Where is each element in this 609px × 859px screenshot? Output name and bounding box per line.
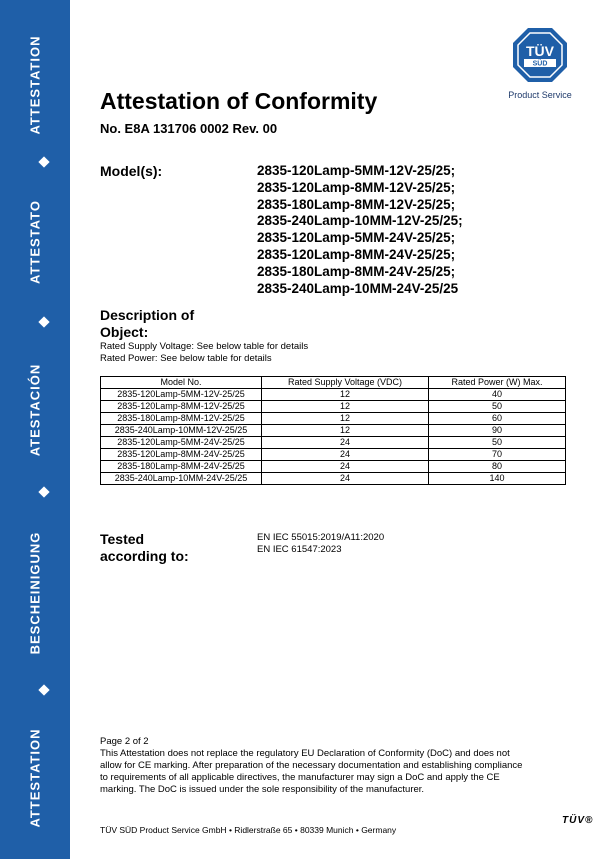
tested-label xyxy=(100,531,189,565)
logo-caption: Product Service xyxy=(508,90,572,100)
table-header: Rated Power (W) Max. xyxy=(429,377,566,389)
table-cell: 12 xyxy=(262,425,429,437)
sidebar-band xyxy=(0,0,70,859)
table-cell: 80 xyxy=(429,461,566,473)
model-item: 2835-120Lamp-8MM-24V-25/25; xyxy=(257,246,456,262)
standards-list xyxy=(257,532,384,555)
model-item: 2835-120Lamp-8MM-12V-25/25; xyxy=(257,179,456,195)
table-header-row xyxy=(101,377,566,389)
disclaimer-line: allow for CE marking. After preparation of the necessary documentation and establishing compliance xyxy=(100,760,523,771)
table-row xyxy=(101,473,566,485)
table-cell: 2835-120Lamp-5MM-12V-25/25 xyxy=(101,389,262,401)
model-item: 2835-180Lamp-8MM-12V-25/25; xyxy=(257,196,456,212)
models-label: Model(s): xyxy=(100,163,163,179)
table-cell: 2835-120Lamp-8MM-24V-25/25 xyxy=(101,449,262,461)
table-cell: 50 xyxy=(429,401,566,413)
table-cell: 24 xyxy=(262,437,429,449)
table-cell: 24 xyxy=(262,449,429,461)
table-cell: 70 xyxy=(429,449,566,461)
tested-label-line: Tested xyxy=(100,531,145,547)
table-cell: 12 xyxy=(262,389,429,401)
disclaimer-line: to requirements of all applicable directives, the manufacturer may sign a DoC and apply the CE xyxy=(100,772,500,783)
disclaimer-line: marking. The DoC is issued under the sole responsibility of the manufacturer. xyxy=(100,784,425,795)
table-cell: 2835-120Lamp-5MM-24V-25/25 xyxy=(101,437,262,449)
diamond-icon xyxy=(38,156,49,167)
description-line: Rated Power: See below table for details xyxy=(100,352,272,364)
description-label-line: Description of xyxy=(100,307,195,323)
table-cell: 12 xyxy=(262,413,429,425)
table-cell: 2835-240Lamp-10MM-12V-25/25 xyxy=(101,425,262,437)
table-row xyxy=(101,401,566,413)
svg-text:SÜD: SÜD xyxy=(532,60,548,68)
table-row xyxy=(101,461,566,473)
diamond-icon xyxy=(38,684,49,695)
table-cell: 2835-240Lamp-10MM-24V-25/25 xyxy=(101,473,262,485)
brand-mark: TÜV® xyxy=(562,815,594,826)
model-item: 2835-120Lamp-5MM-24V-25/25; xyxy=(257,230,456,246)
sidebar-word: BESCHEINIGUNG xyxy=(27,531,43,655)
table-cell: 50 xyxy=(429,437,566,449)
document-title: Attestation of Conformity xyxy=(100,88,378,114)
table-row xyxy=(101,389,566,401)
model-item: 2835-240Lamp-10MM-12V-25/25; xyxy=(257,213,463,229)
document-number: No. E8A 131706 0002 Rev. 00 xyxy=(100,121,278,136)
diamond-icon xyxy=(38,316,49,327)
table-cell: 2835-180Lamp-8MM-12V-25/25 xyxy=(101,413,262,425)
table-row xyxy=(101,425,566,437)
table-cell: 90 xyxy=(429,425,566,437)
diamond-icon xyxy=(38,486,49,497)
disclaimer-line: This Attestation does not replace the regulatory EU Declaration of Conformity (DoC) and does not xyxy=(100,748,510,759)
tuv-logo-icon xyxy=(512,27,568,83)
table-cell: 60 xyxy=(429,413,566,425)
table-cell: 24 xyxy=(262,461,429,473)
disclaimer-text xyxy=(100,748,560,796)
table-cell: 24 xyxy=(262,473,429,485)
sidebar-word: ATESTACIÓN xyxy=(27,363,43,457)
table-cell: 12 xyxy=(262,401,429,413)
tested-label-line: according to: xyxy=(100,548,189,564)
sidebar-word: ATTESTATION xyxy=(27,728,43,828)
svg-text:TÜV: TÜV xyxy=(526,43,554,59)
table-row xyxy=(101,437,566,449)
description-label xyxy=(100,307,194,341)
standard-item: EN IEC 61547:2023 xyxy=(257,543,342,555)
model-item: 2835-180Lamp-8MM-24V-25/25; xyxy=(257,263,456,279)
description-label-line: Object: xyxy=(100,324,149,340)
page-number: Page 2 of 2 xyxy=(100,736,149,747)
description-text xyxy=(100,341,308,364)
sidebar-word: ATTESTATO xyxy=(27,200,43,284)
table-cell: 40 xyxy=(429,389,566,401)
model-item: 2835-120Lamp-5MM-12V-25/25; xyxy=(257,163,456,178)
table-header: Model No. xyxy=(101,377,262,389)
table-header: Rated Supply Voltage (VDC) xyxy=(262,377,429,389)
ratings-table xyxy=(100,376,566,485)
description-line: Rated Supply Voltage: See below table for details xyxy=(100,341,309,352)
models-list xyxy=(257,163,463,297)
table-cell: 2835-180Lamp-8MM-24V-25/25 xyxy=(101,461,262,473)
model-item: 2835-240Lamp-10MM-24V-25/25 xyxy=(257,280,459,296)
standard-item: EN IEC 55015:2019/A11:2020 xyxy=(257,532,385,543)
company-address: TÜV SÜD Product Service GmbH • Ridlerstraße 65 • 80339 Munich • Germany xyxy=(100,825,397,835)
sidebar-word: ATTESTATION xyxy=(27,35,43,135)
table-cell: 2835-120Lamp-8MM-12V-25/25 xyxy=(101,401,262,413)
table-row xyxy=(101,413,566,425)
table-cell: 140 xyxy=(429,473,566,485)
table-row xyxy=(101,449,566,461)
